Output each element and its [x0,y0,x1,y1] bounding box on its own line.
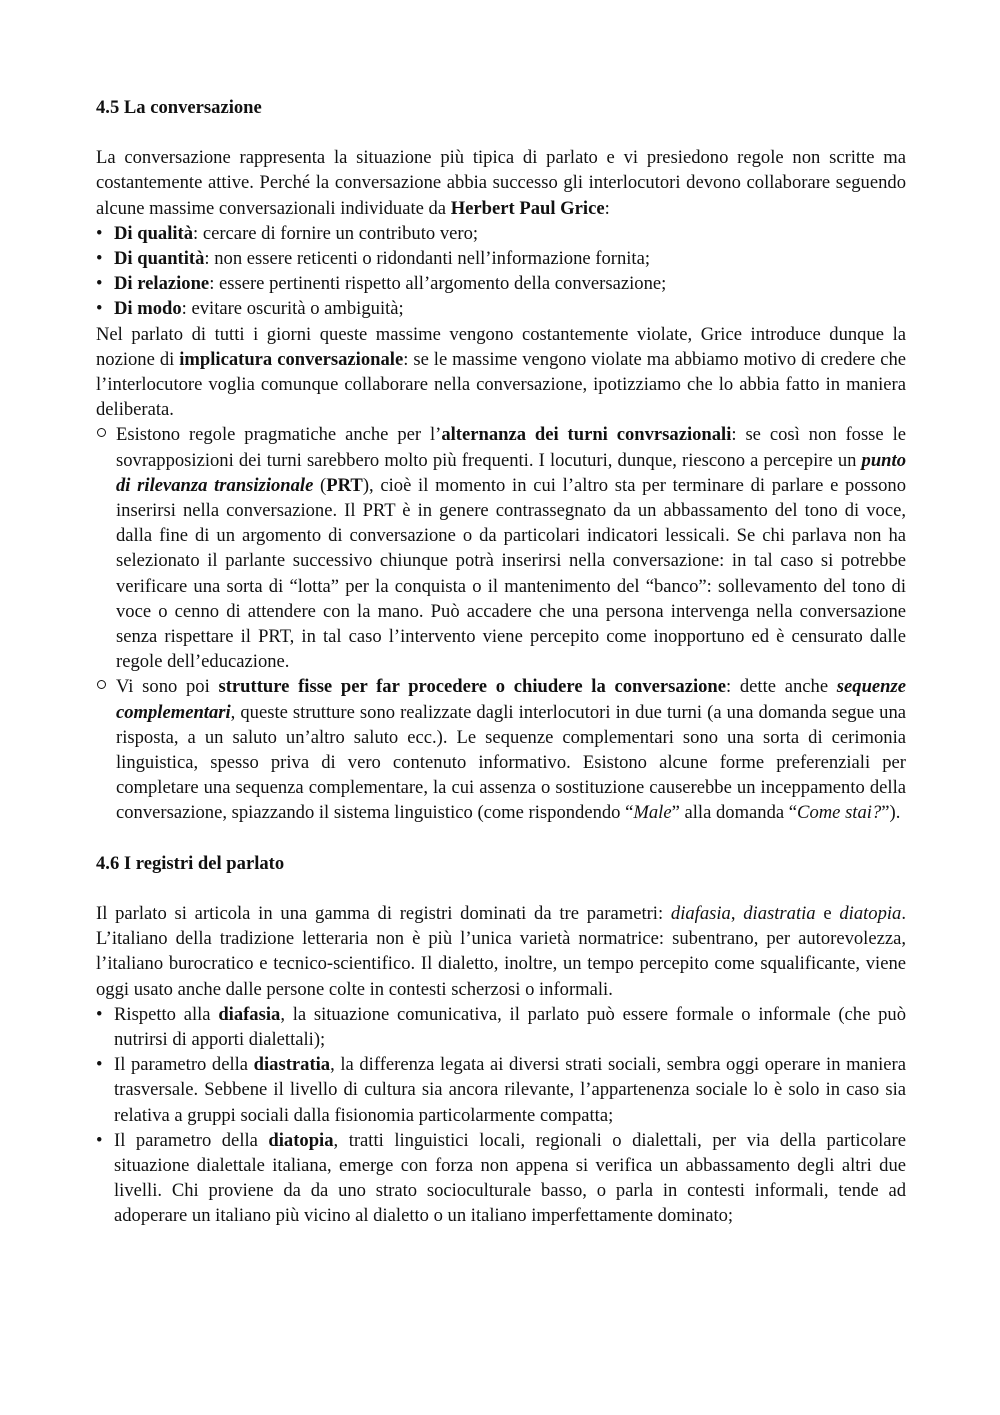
item-text: , tratti linguistici locali, regionali o dialettali, per via della particolare situazione dialettale italiana, emerge con forza non appena si verifica un abbassamento degli altri due livelli. Chi proviene da da uno strato socioculturale basso, o parla in contesti informali, tende ad adoperare un italiano più vicino al dialetto o un italiano imperfettamente dominato; [114,1129,906,1227]
maxim-text: : essere pertinenti rispetto all’argomento della conversazione; [209,273,667,295]
item-text: : dette anche [726,676,837,698]
item-text: : se così non fosse le sovrapposizioni dei turni sarebbero molto più frequenti. I locuturi, dunque, riescono a percepire un [116,424,906,471]
circle-bullet-icon [97,428,106,437]
item-text: , queste strutture sono realizzate dagli interlocutori in due turni (a una domanda segue una risposta, a un saluto un’altro saluto ecc.). Le sequenze complementari sono una sorta di cerimonia linguistica, spesso priva di vero contenuto informativo. Esistono alcune forme preferenziali per completare una sequenza complementare, la cui assenza o sostituzione causerebbe un inceppamento della conversazione, spiazzando il sistema linguistico (come rispondendo “ [116,701,906,824]
item-text: Vi sono poi [116,676,219,698]
item-text: ” alla domanda “ [671,802,798,824]
list-item [96,296,906,321]
separator: , [730,902,744,924]
circle-bullet-icon [97,680,106,689]
key-term: alternanza dei turni convrsazionali [441,424,732,446]
registers-paragraph [96,901,906,1002]
paragraph-text: Nel parlato di tutti i giorni queste massime vengono costantemente violate, Grice introduce dunque la nozione di [96,323,906,370]
bullet-icon: • [96,222,103,244]
parameter-term: diatopia [839,902,902,924]
abbreviation: PRT [326,474,363,496]
key-term: implicatura conversazionale [179,348,404,370]
list-item [96,1128,906,1229]
list-item [96,221,906,246]
intro-paragraph [96,145,906,221]
key-term: diafasia [218,1003,281,1025]
maxims-list [96,221,906,322]
bullet-icon: • [96,1054,103,1076]
key-term: punto di rilevanza transizionale [116,449,906,496]
paragraph-text: Il parlato si articola in una gamma di registri dominati da tre parametri: [96,902,671,924]
item-text: ( [313,474,327,496]
item-text: Rispetto alla [114,1003,219,1025]
item-text: Il parametro della [114,1054,254,1076]
item-text: Esistono regole pragmatiche anche per l’ [116,424,442,446]
document-page [96,95,906,1229]
parameter-term: diafasia [670,902,731,924]
bullet-icon: • [96,273,103,295]
list-item [96,271,906,296]
maxim-term: Di qualità [114,222,194,244]
list-item [96,1052,906,1128]
bullet-icon: • [96,1129,103,1151]
circle-list [96,422,906,825]
item-text: ”). [881,802,901,824]
key-term: diatopia [268,1129,334,1151]
bullet-icon: • [96,248,103,270]
item-text: , la differenza legata ai diversi strati sociali, sembra oggi operare in maniera trasversale. Sebbene il livello di cultura sia ancora rilevante, l’appartenenza sociale lo è solo in caso sia relativa a gruppi sociali dalla fisionomia particolarmente compatta; [114,1054,906,1126]
list-item [96,422,906,674]
author-name: Herbert Paul Grice [450,197,605,219]
paragraph-text: : se le massime vengono violate ma abbiamo motivo di credere che l’interlocutore voglia comunque collaborare nella conversazione, ipotizziamo che lo abbia fatto in maniera deliberata. [96,348,907,421]
section-heading-4-6: 4.6 I registri del parlato [96,852,285,874]
quoted-word: Male [633,802,672,824]
paragraph-text: . L’italiano della tradizione letteraria non è più l’unica varietà normatrice: subentrano, per autorevolezza, l’italiano burocratico e tecnico-scientifico. Il dialetto, inoltre, un tempo percepito come squalificante, viene oggi usato anche dalle persone colte in contesti scherzosi o informali. [96,902,907,1000]
maxim-text: : non essere reticenti o ridondanti nell’informazione fornita; [204,248,651,270]
list-item [96,246,906,271]
item-text: ), cioè il momento in cui l’altro sta per terminare di parlare e possono inserirsi nella conversazione. Il PRT è in genere contrassegnato da un abbassamento del tono di voce, dalla fine di un argomento di conversazione o da particolari indicatori lessicali. Se chi parlava non ha selezionato il parlante successivo chiunque potrà inserirsi nella conversazione: in tal caso si potrebbe verificare una sorta di “lotta” per la conquista o il mantenimento del “banco”: sollevamento del tono di voce o cenno di attendere con la mano. Può accadere che una persona intervenga nella conversazione senza rispettare il PRT, in tal caso l’intervento viene percepito come inopportuno ed è censurato dalle regole dell’educazione. [116,474,907,673]
intro-end: : [604,197,610,219]
key-term: sequenze complementari [116,676,906,723]
maxim-text: : cercare di fornire un contributo vero; [193,222,479,244]
key-term: diastratia [253,1054,331,1076]
separator: e [815,902,840,924]
intro-text: La conversazione rappresenta la situazione più tipica di parlato e vi presiedono regole non scritte ma costantemente attive. Perché la conversazione abbia successo gli interlocutori devono collaborare seguendo alcune massime conversazionali individuate da [96,147,906,219]
bullet-icon: • [96,298,103,320]
list-item [96,1002,906,1052]
bullet-icon: • [96,1003,103,1025]
parameter-term: diastratia [743,902,816,924]
section-heading-4-5: 4.5 La conversazione [96,97,262,118]
maxim-term: Di quantità [114,248,205,270]
maxim-term: Di modo [114,298,182,320]
implicature-paragraph [96,322,906,423]
key-term: strutture fisse per far procedere o chiudere la conversazione [218,676,727,698]
item-text: , la situazione comunicativa, il parlato può essere formale o informale (che può nutrirsi di apporti dialettali); [114,1003,906,1050]
parameters-list [96,1002,906,1229]
maxim-term: Di relazione [114,273,210,295]
maxim-text: : evitare oscurità o ambiguità; [181,298,404,320]
item-text: Il parametro della [114,1129,269,1151]
quoted-word: Come stai? [797,802,882,824]
list-item [96,674,906,825]
